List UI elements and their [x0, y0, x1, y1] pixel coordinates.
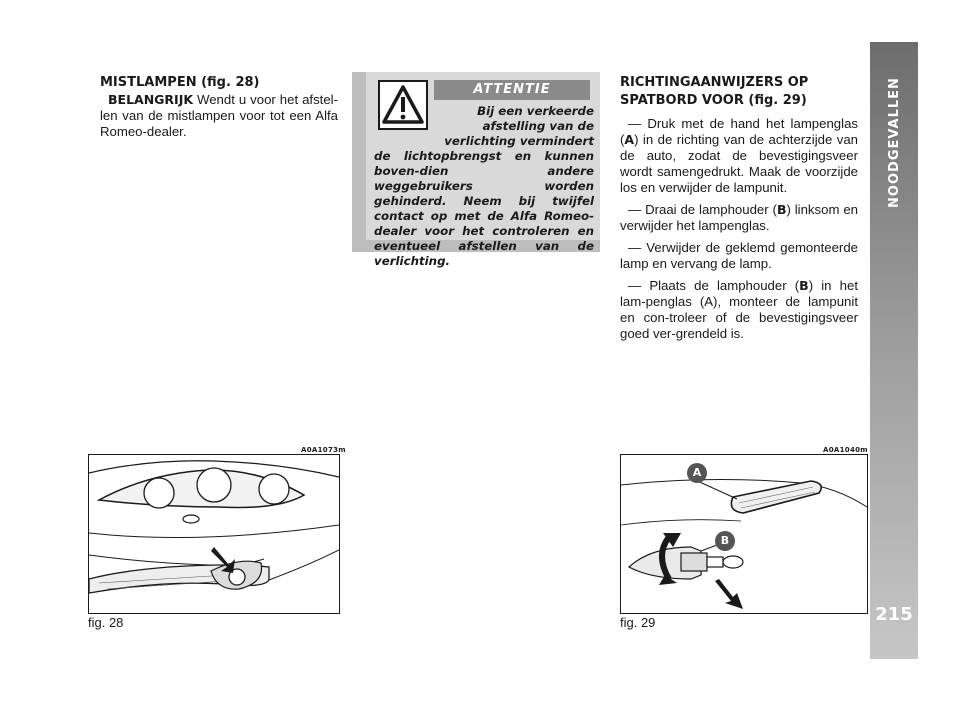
fig29-label-b: B: [720, 534, 730, 547]
step-2: [620, 202, 858, 234]
fig29-illustration: [620, 454, 868, 614]
fig28-illustration: [88, 454, 340, 614]
step-2-post: ) linksom en verwijder het lampenglas.: [620, 202, 858, 233]
step-1: [620, 116, 858, 196]
step-1-ref: A: [624, 132, 635, 147]
warning-text: [374, 104, 594, 269]
fig28-caption: fig. 28: [88, 615, 124, 630]
important-text: Wendt u voor het afstel-len van de mistlampen voor tot een Alfa Romeo-dealer.: [100, 92, 338, 139]
warning-text-rest: de lichtopbrengst en kunnen boven-dien andere weggebruikers worden gehinderd. Neem bij twijfel contact op met de Alfa Romeo-dealer voor het controleren en eventueel afstellen van de verlichting.: [374, 149, 594, 268]
section-title: NOODGEVALLEN: [886, 76, 902, 208]
step-3-pre: — Verwijder de geklemd gemonteerde lamp en vervang de lamp.: [620, 240, 858, 271]
turn-signals-fig-ref: (fig. 29): [748, 93, 807, 108]
step-4-ref: B: [799, 278, 809, 293]
warning-box-inner: [366, 72, 600, 268]
important-label: BELANGRIJK: [108, 92, 194, 107]
fig29-label-a: A: [692, 466, 702, 479]
section-title-wrap: [870, 42, 918, 242]
fog-lamps-title: MISTLAMPEN: [100, 75, 197, 90]
fig29-caption: fig. 29: [620, 615, 656, 630]
section-sidebar: [870, 42, 918, 659]
warning-text-first: Bij een verkeerde afstelling van de verlichting vermindert: [444, 104, 594, 148]
step-4-post: ) in het lam-penglas (A), monteer de lampunit en con-troleer of de bevestigingsveer goed ver-grendeld is.: [620, 278, 858, 341]
fig28-code: A0A1073m: [301, 446, 346, 454]
step-2-ref: B: [776, 202, 787, 217]
turn-signals-heading: [620, 74, 858, 110]
page-number: 215: [875, 604, 913, 625]
step-2-pre: — Draai de lamphouder (: [628, 202, 777, 217]
turn-signals-section: [620, 74, 858, 348]
warning-box: [352, 72, 600, 268]
fog-lamps-section: [100, 74, 338, 146]
fig29-code: A0A1040m: [823, 446, 868, 454]
fog-lamps-fig-ref: (fig. 28): [201, 75, 260, 90]
important-note: [100, 92, 338, 140]
step-3: [620, 240, 858, 272]
turn-signals-title: RICHTINGAANWIJZERS OP SPATBORD VOOR: [620, 75, 809, 108]
warning-label: ATTENTIE: [434, 80, 590, 100]
fog-lamps-heading: [100, 74, 338, 92]
step-4-pre: — Plaats de lamphouder (: [628, 278, 800, 293]
step-1-post: ) in de richting van de achterzijde van de auto, zodat de bevestigingsveer wordt samengedrukt. Maak de voorzijde los en verwijder de lampunit.: [620, 132, 858, 195]
step-1-pre: — Druk met de hand het lampenglas (: [620, 116, 858, 147]
step-4: [620, 278, 858, 342]
